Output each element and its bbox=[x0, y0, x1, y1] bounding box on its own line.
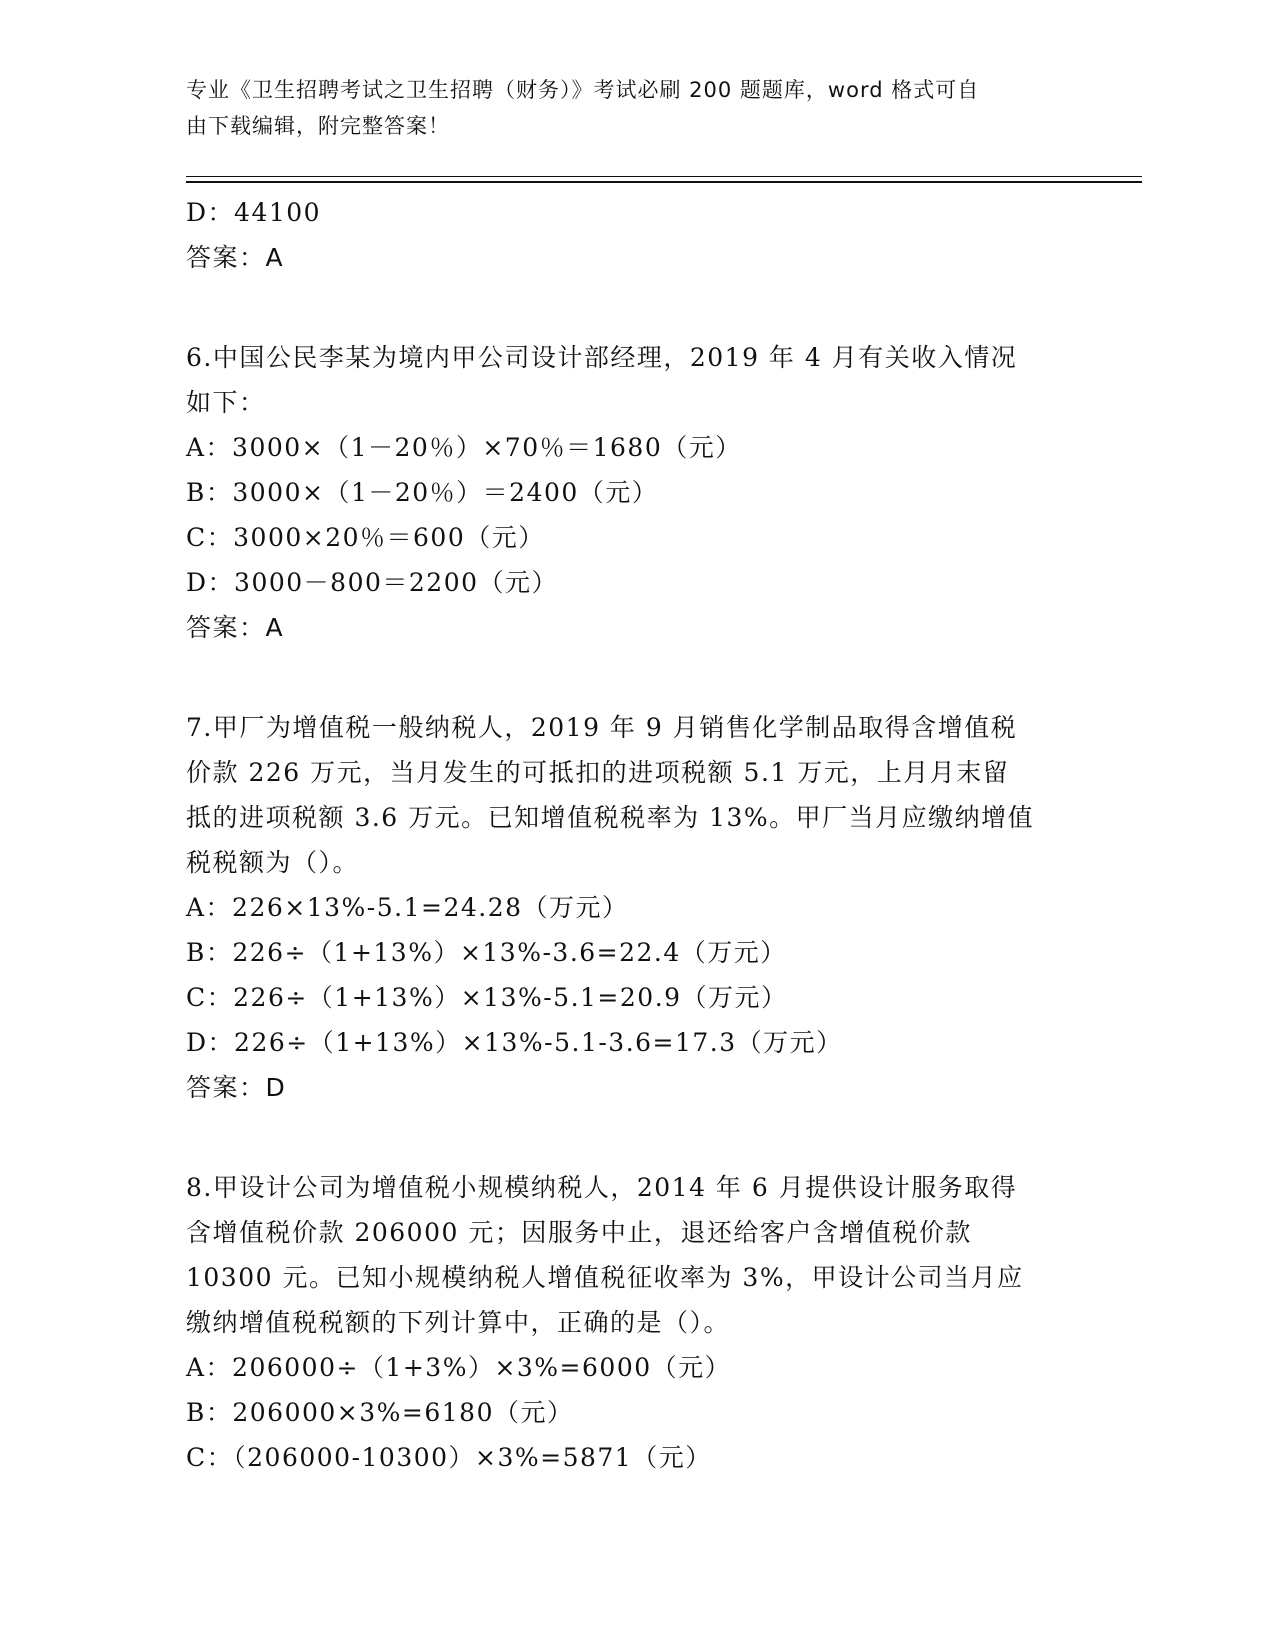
answer-line: 答案：A bbox=[186, 613, 285, 642]
question-stem: 税税额为（）。 bbox=[186, 848, 360, 877]
option-c: C：226÷（1+13%）×13%-5.1=20.9（万元） bbox=[186, 983, 788, 1012]
option-d: D：3000－800＝2200（元） bbox=[186, 568, 559, 597]
option-b: B：3000×（1－20％）＝2400（元） bbox=[186, 478, 659, 507]
question-8 bbox=[186, 1165, 1086, 1480]
option-b: B：226÷（1+13%）×13%-3.6=22.4（万元） bbox=[186, 938, 787, 967]
question-6 bbox=[186, 335, 1086, 650]
header-divider-thin bbox=[186, 176, 1142, 177]
question-stem: 10300 元。已知小规模纳税人增值税征收率为 3%，甲设计公司当月应 bbox=[186, 1263, 1024, 1292]
option-a: A：206000÷（1+3%）×3%=6000（元） bbox=[186, 1353, 732, 1382]
document-header bbox=[186, 72, 1066, 144]
option-c: C：3000×20％＝600（元） bbox=[186, 523, 545, 552]
question-stem: 抵的进项税额 3.6 万元。已知增值税税率为 13%。甲厂当月应缴纳增值 bbox=[186, 803, 1035, 832]
question-stem: 价款 226 万元，当月发生的可抵扣的进项税额 5.1 万元，上月月末留 bbox=[186, 758, 1010, 787]
header-line-1: 专业《卫生招聘考试之卫生招聘（财务）》考试必刷 200 题题库，word 格式可自 bbox=[186, 78, 980, 102]
option-b: B：206000×3%=6180（元） bbox=[186, 1398, 574, 1427]
question-stem: 6.中国公民李某为境内甲公司设计部经理，2019 年 4 月有关收入情况 bbox=[186, 343, 1018, 372]
answer-line: 答案：A bbox=[186, 243, 285, 272]
header-divider-thick bbox=[186, 181, 1142, 183]
question-7 bbox=[186, 705, 1086, 1110]
option-d: D：226÷（1+13%）×13%-5.1-3.6=17.3（万元） bbox=[186, 1028, 843, 1057]
header-line-2: 由下载编辑，附完整答案！ bbox=[186, 114, 450, 138]
question-stem: 缴纳增值税税额的下列计算中，正确的是（）。 bbox=[186, 1308, 731, 1337]
option-c: C：（206000-10300）×3%=5871（元） bbox=[186, 1443, 712, 1472]
option-d: D：44100 bbox=[186, 198, 322, 227]
question-5-tail bbox=[186, 190, 1086, 280]
question-list bbox=[186, 190, 1086, 1480]
question-stem: 含增值税价款 206000 元；因服务中止，退还给客户含增值税价款 bbox=[186, 1218, 972, 1247]
question-stem: 如下： bbox=[186, 388, 266, 417]
option-a: A：3000×（1－20％）×70％＝1680（元） bbox=[186, 433, 742, 462]
option-a: A：226×13%-5.1=24.28（万元） bbox=[186, 893, 629, 922]
question-stem: 8.甲设计公司为增值税小规模纳税人，2014 年 6 月提供设计服务取得 bbox=[186, 1173, 1018, 1202]
question-stem: 7.甲厂为增值税一般纳税人，2019 年 9 月销售化学制品取得含增值税 bbox=[186, 713, 1018, 742]
answer-line: 答案：D bbox=[186, 1073, 287, 1102]
